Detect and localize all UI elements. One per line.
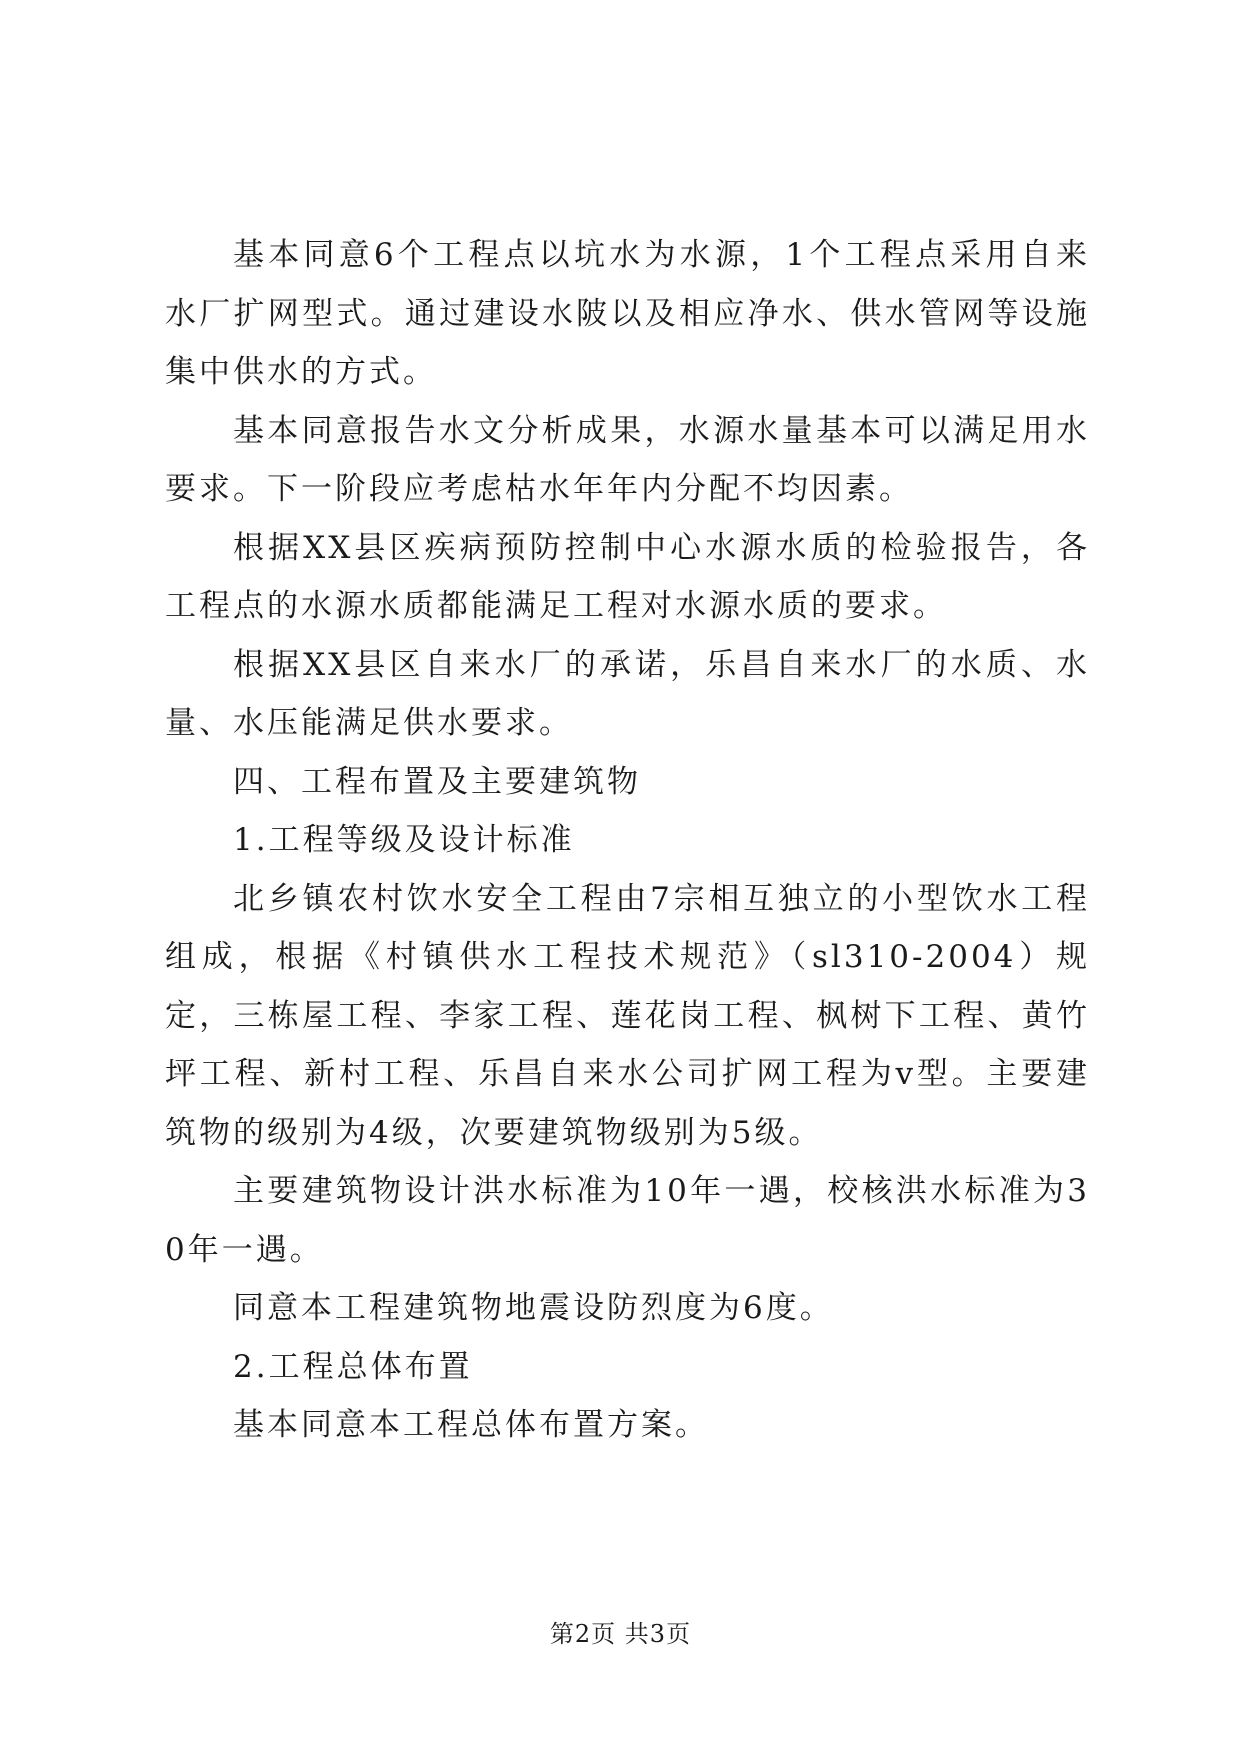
paragraph-water-quality: 根据XX县区疾病预防控制中心水源水质的检验报告，各工程点的水源水质都能满足工程对水源水质的要求。 xyxy=(165,529,1090,624)
paragraph-seismic: 同意本工程建筑物地震设防烈度为6度。 xyxy=(233,1290,834,1326)
section-heading-layout: 四、工程布置及主要建筑物 xyxy=(233,763,641,800)
document-body xyxy=(165,226,1090,1455)
paragraph-water-source: 基本同意6个工程点以坑水为水源，1个工程点采用自来水厂扩网型式。通过建设水陂以及相应净水、供水管网等设施集中供水的方式。 xyxy=(165,237,1090,390)
paragraph-layout-approval: 基本同意本工程总体布置方案。 xyxy=(233,1407,709,1443)
paragraph-hydrology: 基本同意报告水文分析成果，水源水量基本可以满足用水要求。下一阶段应考虑枯水年年内分配不均因素。 xyxy=(165,412,1090,507)
paragraph-flood-standard: 主要建筑物设计洪水标准为10年一遇，校核洪水标准为30年一遇。 xyxy=(165,1173,1090,1268)
subheading-grade-standards: 1.工程等级及设计标准 xyxy=(233,822,575,858)
page-number-footer: 第2页 共3页 xyxy=(549,1620,692,1648)
paragraph-project-composition: 北乡镇农村饮水安全工程由7宗相互独立的小型饮水工程组成，根据《村镇供水工程技术规范》（sl310-2004）规定，三栋屋工程、李家工程、莲花岗工程、枫树下工程、黄竹坪工程、新村工程、乐昌自来水公司扩网工程为v型。主要建筑物的级别为4级，次要建筑物级别为5级。 xyxy=(165,880,1090,1151)
paragraph-waterworks-commitment: 根据XX县区自来水厂的承诺，乐昌自来水厂的水质、水量、水压能满足供水要求。 xyxy=(165,646,1090,741)
subheading-overall-layout: 2.工程总体布置 xyxy=(233,1348,473,1385)
